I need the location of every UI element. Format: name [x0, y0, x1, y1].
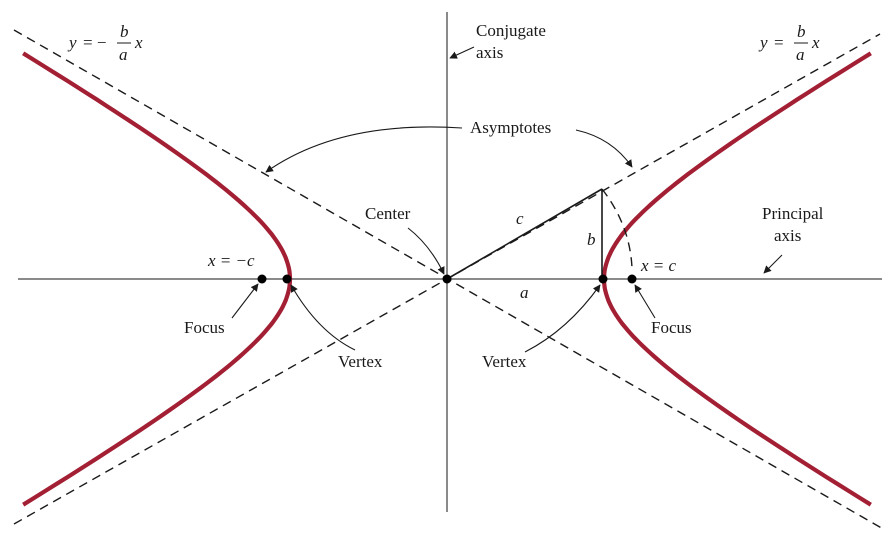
center-arrow [408, 228, 444, 274]
svg-text:a: a [796, 45, 805, 64]
right-asymptote-equation [758, 22, 820, 64]
conjugate-axis-label-1: Conjugate [476, 21, 546, 40]
svg-text:x: x [135, 33, 143, 52]
svg-text:b: b [797, 22, 806, 41]
asymptotes-arrow-left [266, 127, 462, 172]
center-point [443, 275, 452, 284]
svg-text:b: b [120, 22, 129, 41]
svg-text:= −: = − [83, 33, 107, 52]
x-neg-c-label: x = −c [208, 251, 255, 270]
segment-c-label: c [516, 209, 524, 228]
segment-c-line [447, 189, 602, 279]
segment-b-label: b [587, 230, 596, 249]
vertex-right-arrow [525, 285, 600, 352]
vertex-left-point [283, 275, 292, 284]
svg-text:y: y [760, 33, 768, 52]
svg-text:=: = [774, 33, 784, 52]
focus-left-arrow [232, 284, 258, 318]
asymptotes-label: Asymptotes [470, 118, 552, 137]
conjugate-axis-label-2: axis [476, 43, 504, 62]
conjugate-axis-arrow [450, 47, 474, 58]
focus-left-point [258, 275, 267, 284]
svg-text:y: y [69, 33, 77, 52]
focus-right-arrow [635, 285, 655, 318]
vertex-left-label: Vertex [338, 352, 383, 371]
segment-a-label: a [520, 283, 529, 302]
asymptotes-arrow-right [576, 130, 632, 167]
vertex-right-label: Vertex [482, 352, 527, 371]
principal-axis-label-2: axis [774, 226, 802, 245]
center-label: Center [365, 204, 411, 223]
svg-text:a: a [119, 45, 128, 64]
x-pos-c-label: x = c [641, 256, 677, 275]
vertex-left-arrow [291, 285, 355, 350]
principal-axis-arrow [764, 255, 782, 273]
left-asymptote-equation [67, 22, 143, 64]
svg-text:x: x [812, 33, 820, 52]
vertex-right-point [599, 275, 608, 284]
focus-left-label: Focus [184, 318, 225, 337]
focus-right-point [628, 275, 637, 284]
principal-axis-label-1: Principal [762, 204, 824, 223]
focus-right-label: Focus [651, 318, 692, 337]
